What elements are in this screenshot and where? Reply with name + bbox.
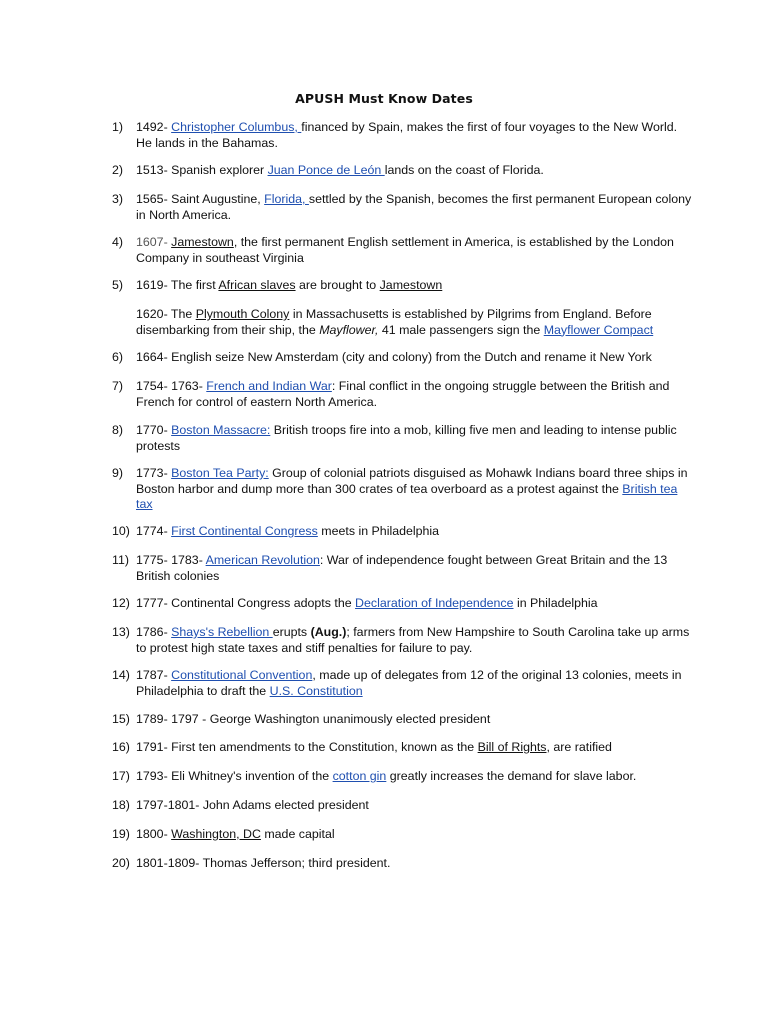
- text-segment: 1787-: [136, 668, 172, 682]
- hyperlink[interactable]: African slaves: [218, 278, 296, 292]
- text-segment: 1800-: [136, 827, 172, 841]
- text-segment: , are ratified: [546, 740, 612, 754]
- item-text: [136, 769, 692, 785]
- text-segment: 1786-: [136, 625, 172, 639]
- item-number: 1): [112, 120, 124, 134]
- item-number: 16): [112, 740, 130, 754]
- item-text: [136, 466, 692, 513]
- item-text: [136, 712, 692, 728]
- hyperlink[interactable]: British tea tax: [136, 481, 678, 511]
- item-text: [136, 163, 692, 179]
- item-text: [136, 524, 692, 540]
- text-segment: Group of colonial patriots disguised as Mohawk Indians board three ships in Boston harbor and dump more than 300 crates of tea overboard as a protest against the: [136, 466, 688, 496]
- hyperlink[interactable]: First Continental Congress: [171, 524, 318, 538]
- text-segment: settled by the Spanish, becomes the first permanent European colony in North America.: [136, 192, 692, 222]
- italic-text: Mayflower,: [319, 322, 379, 337]
- item-number: 13): [112, 625, 130, 639]
- item-text: [136, 423, 692, 454]
- text-segment: 1801-1809- Thomas Jefferson; third president.: [136, 856, 391, 870]
- item-text: [136, 120, 692, 151]
- item-number: 15): [112, 712, 130, 726]
- page-title: APUSH Must Know Dates: [295, 91, 473, 106]
- item-text: [136, 350, 692, 366]
- item-number: 2): [112, 163, 124, 177]
- text-segment: financed by Spain, makes the first of four voyages to the New World. He lands in the Bahamas.: [136, 120, 678, 150]
- hyperlink[interactable]: Bill of Rights: [477, 740, 547, 754]
- text-segment: : War of independence fought between Great Britain and the 13 British colonies: [136, 553, 668, 583]
- item-number: 7): [112, 379, 124, 393]
- text-segment: , the first permanent English settlement in America, is established by the London Company in southeast Virginia: [136, 235, 674, 265]
- item-text: [136, 856, 692, 872]
- text-segment: 41 male passengers sign the: [378, 322, 544, 337]
- item-number: 12): [112, 596, 130, 610]
- hyperlink[interactable]: Plymouth Colony: [195, 307, 290, 321]
- text-segment: , made up of delegates from 12 of the original 13 colonies, meets in Philadelphia to draft the: [136, 668, 682, 698]
- hyperlink[interactable]: French and Indian War: [206, 379, 332, 393]
- text-segment: 1619- The first: [136, 278, 219, 292]
- text-segment: ; farmers from New Hampshire to South Carolina take up arms to protest high state taxes and stiff penalties for failure to pay.: [136, 625, 690, 655]
- item-number: 6): [112, 350, 124, 364]
- text-segment: are brought to: [295, 278, 380, 292]
- item-number: 14): [112, 668, 130, 682]
- text-segment: 1773-: [136, 466, 172, 480]
- item-number: 17): [112, 769, 130, 783]
- text-segment: British troops fire into a mob, killing five men and leading to intense public protests: [136, 423, 677, 453]
- item-text: [136, 307, 692, 338]
- item-text: [136, 379, 692, 410]
- hyperlink[interactable]: Christopher Columbus,: [171, 120, 302, 134]
- item-number: 5): [112, 278, 124, 292]
- item-number: 3): [112, 192, 124, 206]
- item-text: [136, 740, 692, 756]
- hyperlink[interactable]: U.S. Constitution: [269, 683, 363, 698]
- item-text: [136, 553, 692, 584]
- text-segment: 1777- Continental Congress adopts the: [136, 596, 356, 610]
- hyperlink[interactable]: Mayflower Compact: [543, 322, 654, 337]
- item-number: 19): [112, 827, 130, 841]
- text-segment: 1492-: [136, 120, 172, 134]
- item-text: [136, 278, 692, 294]
- item-number: 8): [112, 423, 124, 437]
- text-segment: 1791- First ten amendments to the Constitution, known as the: [136, 740, 478, 754]
- text-segment: erupts: [272, 625, 311, 639]
- bold-text: (Aug.): [310, 625, 347, 639]
- item-text: [136, 192, 692, 223]
- text-segment: 1754- 1763-: [136, 379, 207, 393]
- text-segment: in Philadelphia: [513, 596, 598, 610]
- item-text: [136, 235, 692, 266]
- text-segment: 1513- Spanish explorer: [136, 163, 268, 177]
- hyperlink[interactable]: American Revolution: [205, 553, 320, 567]
- text-segment: 1565- Saint Augustine,: [136, 192, 265, 206]
- item-number: 9): [112, 466, 124, 480]
- hyperlink[interactable]: Boston Massacre:: [171, 423, 271, 437]
- hyperlink[interactable]: Florida,: [264, 192, 309, 206]
- text-segment: 1607-: [136, 235, 172, 249]
- item-number: 4): [112, 235, 124, 249]
- hyperlink[interactable]: Boston Tea Party:: [171, 466, 269, 480]
- text-segment: lands on the coast of Florida.: [384, 163, 544, 177]
- text-segment: 1620- The: [136, 307, 196, 321]
- text-segment: greatly increases the demand for slave labor.: [386, 769, 637, 783]
- hyperlink[interactable]: Constitutional Convention: [171, 668, 313, 682]
- item-number: 18): [112, 798, 130, 812]
- text-segment: 1664- English seize New Amsterdam (city and colony) from the Dutch and rename it New York: [136, 350, 652, 364]
- text-segment: 1770-: [136, 423, 172, 437]
- item-text: [136, 827, 692, 843]
- text-segment: meets in Philadelphia: [317, 524, 440, 538]
- hyperlink[interactable]: Jamestown: [379, 278, 443, 292]
- hyperlink[interactable]: Shays's Rebellion: [171, 625, 273, 639]
- text-segment: : Final conflict in the ongoing struggle between the British and French for control of eastern North America.: [136, 379, 670, 409]
- text-segment: 1775- 1783-: [136, 553, 206, 567]
- item-text: [136, 668, 692, 699]
- text-segment: 1793- Eli Whitney's invention of the: [136, 769, 333, 783]
- item-text: [136, 625, 692, 656]
- text-segment: 1789- 1797 - George Washington unanimously elected president: [136, 712, 491, 726]
- item-number: 10): [112, 524, 130, 538]
- hyperlink[interactable]: Jamestown: [171, 235, 234, 249]
- hyperlink[interactable]: Juan Ponce de León: [267, 163, 385, 177]
- text-segment: 1797-1801- John Adams elected president: [136, 798, 369, 812]
- text-segment: made capital: [260, 827, 335, 841]
- item-text: [136, 798, 692, 814]
- hyperlink[interactable]: cotton gin: [332, 769, 387, 783]
- text-segment: 1774-: [136, 524, 172, 538]
- hyperlink[interactable]: Declaration of Independence: [355, 596, 514, 610]
- text-segment: in Massachusetts is established by Pilgrims from England. Before disembarking from their ship, the: [136, 307, 652, 337]
- hyperlink[interactable]: Washington, DC: [171, 827, 261, 841]
- item-text: [136, 596, 692, 612]
- item-number: 11): [112, 553, 129, 567]
- item-number: 20): [112, 856, 130, 870]
